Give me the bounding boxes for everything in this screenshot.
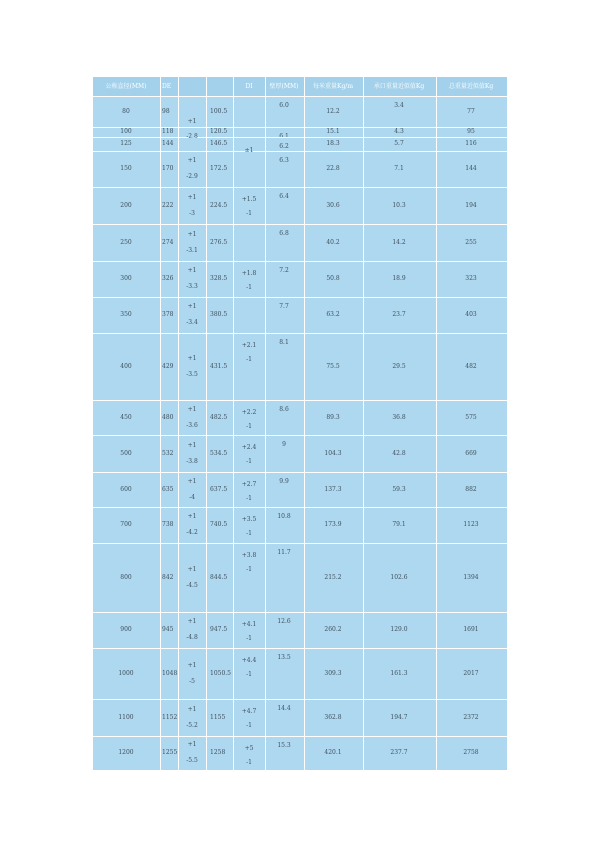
cell-nominal: 500 [120,450,132,457]
cell-di-tol-merged: ±1 [244,147,254,154]
cell-wall: 9.9 [279,478,289,485]
cell-di: 947.5 [210,626,228,633]
cell-wall: 7.7 [279,303,289,310]
cell-di-tol-minus: -1 [246,210,252,217]
column-divider [160,77,161,770]
cell-weight-per-meter: 40.2 [326,239,340,246]
cell-di-tol-minus: -1 [246,566,252,573]
header-wall-thickness: 壁厚(MM) [269,83,299,90]
cell-di: 328.5 [210,275,228,282]
cell-di-tol-plus: +5 [244,745,254,752]
cell-de-tol-minus: -3.1 [186,247,198,254]
cell-de-tol-minus: -4.8 [186,634,198,641]
cell-wall: 6.3 [279,157,289,164]
cell-di: 1258 [210,749,226,756]
cell-de-tol-minus: -4 [189,494,195,501]
cell-wall: 13.5 [277,654,291,661]
cell-total-weight: 194 [465,202,477,209]
row-divider [93,770,507,771]
cell-de-tol-plus: +1 [187,194,197,201]
cell-de-tol-plus: +1 [187,478,197,485]
cell-de-tol-plus: +1 [187,406,197,413]
cell-weight-per-meter: 22.8 [326,165,340,172]
cell-di-tol-minus: -1 [246,635,252,642]
cell-di-tol-plus: +1.5 [241,196,257,203]
cell-di-tol-plus: +2.2 [241,409,257,416]
cell-total-weight: 144 [465,165,477,172]
cell-nominal: 300 [120,275,132,282]
row-divider [93,151,507,152]
cell-de: 326 [162,275,174,282]
cell-de-tol-minus: -3.3 [186,283,198,290]
cell-total-weight: 116 [465,140,477,147]
cell-de-tol-minus: -4.5 [186,582,198,589]
cell-wall: 10.8 [277,513,291,520]
cell-wall: 6.8 [279,230,289,237]
cell-weight-per-meter: 173.9 [324,521,342,528]
cell-wall: 8.6 [279,406,289,413]
cell-de-tol-plus: +1 [187,513,197,520]
cell-de-tol-minus: -3.5 [186,371,198,378]
cell-di-tol-plus: +4.4 [241,657,257,664]
cell-de-tol-minus: -4.2 [186,529,198,536]
cell-socket-weight: 7.1 [394,165,404,172]
row-divider [93,648,507,649]
column-divider [206,77,207,770]
cell-total-weight: 2372 [463,714,479,721]
cell-weight-per-meter: 420.1 [324,749,342,756]
cell-wall: 7.2 [279,267,289,274]
cell-nominal: 600 [120,486,132,493]
cell-de-tol-plus: +1 [187,231,197,238]
cell-di-tol-minus: -1 [246,284,252,291]
cell-di-tol-minus: -1 [246,530,252,537]
cell-socket-weight: 3.4 [394,102,404,109]
cell-socket-weight: 5.7 [394,140,404,147]
row-divider [93,736,507,737]
cell-de-tol-plus: +1 [187,355,197,362]
cell-di-tol-plus: +1.8 [241,270,257,277]
cell-wall: 12.6 [277,618,291,625]
cell-weight-per-meter: 12.2 [326,108,340,115]
cell-weight-per-meter: 15.1 [326,128,340,135]
header-de: DE [162,83,172,90]
cell-de-tol-plus: +1 [187,566,197,573]
cell-de: 945 [162,626,174,633]
cell-de: 1152 [162,714,178,721]
cell-di: 1050.5 [210,670,231,677]
cell-de: 118 [162,128,174,135]
cell-di-tol-plus: +3.8 [241,552,257,559]
cell-de: 170 [162,165,174,172]
cell-total-weight: 882 [465,486,477,493]
row-divider [93,96,507,97]
cell-di-tol-minus: -1 [246,423,252,430]
cell-de-tol-minus: -5.2 [186,722,198,729]
cell-di-tol-minus: -1 [246,759,252,766]
cell-nominal: 80 [122,108,130,115]
row-divider [93,699,507,700]
cell-di: 146.5 [210,140,228,147]
row-divider [93,612,507,613]
cell-socket-weight: 18.9 [392,275,406,282]
cell-wall: 6.0 [279,102,289,109]
cell-de: 1255 [162,749,178,756]
cell-nominal: 1000 [118,670,134,677]
cell-de-tol-minus: -3.4 [186,319,198,326]
cell-socket-weight: 42.8 [392,450,406,457]
cell-weight-per-meter: 362.8 [324,714,342,721]
cell-de: 378 [162,311,174,318]
cell-di-tol-plus: +2.7 [241,481,257,488]
column-divider [436,77,437,770]
cell-socket-weight: 79.1 [392,521,406,528]
cell-nominal: 250 [120,239,132,246]
cell-weight-per-meter: 63.2 [326,311,340,318]
column-divider [233,77,234,770]
cell-di: 224.5 [210,202,228,209]
cell-di: 100.5 [210,108,228,115]
cell-total-weight: 95 [467,128,475,135]
cell-di: 431.5 [210,363,228,370]
cell-weight-per-meter: 89.3 [326,414,340,421]
cell-di: 740.5 [210,521,228,528]
cell-total-weight: 255 [465,239,477,246]
cell-socket-weight: 14.2 [392,239,406,246]
cell-nominal: 450 [120,414,132,421]
cell-total-weight: 575 [465,414,477,421]
cell-wall: 11.7 [277,549,291,556]
column-divider [363,77,364,770]
cell-weight-per-meter: 75.5 [326,363,340,370]
cell-di: 276.5 [210,239,228,246]
cell-nominal: 900 [120,626,132,633]
cell-weight-per-meter: 309.3 [324,670,342,677]
cell-de: 738 [162,521,174,528]
cell-de-tol-merged-minus: -2.8 [186,133,198,140]
cell-de: 98 [162,108,170,115]
cell-weight-per-meter: 260.2 [324,626,342,633]
cell-de-tol-plus: +1 [187,618,197,625]
cell-de-tol-plus: +1 [187,267,197,274]
cell-de-tol-plus: +1 [187,706,197,713]
cell-nominal: 350 [120,311,132,318]
cell-total-weight: 1394 [463,574,479,581]
header-nominal-diameter: 公称直径(MM) [105,83,147,90]
cell-di-tol-minus: -1 [246,356,252,363]
cell-nominal: 400 [120,363,132,370]
cell-de: 274 [162,239,174,246]
cell-de-tol-minus: -2.9 [186,173,198,180]
cell-nominal: 100 [120,128,132,135]
cell-weight-per-meter: 104.3 [324,450,342,457]
cell-di: 120.5 [210,128,228,135]
cell-socket-weight: 237.7 [390,749,408,756]
cell-nominal: 800 [120,574,132,581]
cell-de-tol-plus: +1 [187,157,197,164]
cell-socket-weight: 29.5 [392,363,406,370]
cell-di-tol-minus: -1 [246,495,252,502]
cell-total-weight: 482 [465,363,477,370]
row-divider [93,400,507,401]
header-weight-per-meter: 每米重量Kg/m [312,83,354,90]
cell-di: 1155 [210,714,226,721]
cell-nominal: 125 [120,140,132,147]
cell-total-weight: 2758 [463,749,479,756]
column-divider [304,77,305,770]
cell-weight-per-meter: 137.3 [324,486,342,493]
cell-socket-weight: 10.3 [392,202,406,209]
table-header-row [93,77,507,96]
row-divider [93,261,507,262]
cell-de: 222 [162,202,174,209]
row-divider [93,472,507,473]
cell-di: 172.5 [210,165,228,172]
cell-de-tol-minus: -5 [189,678,195,685]
cell-socket-weight: 23.7 [392,311,406,318]
cell-total-weight: 323 [465,275,477,282]
cell-di-tol-plus: +4.7 [241,708,257,715]
row-divider [93,435,507,436]
cell-de-tol-minus: -3 [189,210,195,217]
cell-wall: 9 [282,441,286,448]
cell-di: 482.5 [210,414,228,421]
cell-weight-per-meter: 30.6 [326,202,340,209]
cell-di-tol-minus: -1 [246,671,252,678]
cell-wall: 6.2 [279,143,289,150]
cell-di-tol-plus: +4.1 [241,621,257,628]
cell-socket-weight: 4.3 [394,128,404,135]
cell-de-tol-plus: +1 [187,442,197,449]
cell-de: 635 [162,486,174,493]
cell-de-tol-plus: +1 [187,741,197,748]
header-socket-weight: 承口重量近似值Kg [373,83,425,90]
cell-de-tol-minus: -5.5 [186,757,198,764]
cell-de: 429 [162,363,174,370]
cell-de: 480 [162,414,174,421]
cell-de: 842 [162,574,174,581]
cell-wall: 6.4 [279,193,289,200]
row-divider [93,187,507,188]
cell-socket-weight: 194.7 [390,714,408,721]
cell-total-weight: 77 [467,108,475,115]
cell-di-tol-minus: -1 [246,458,252,465]
column-divider [265,77,266,770]
cell-nominal: 150 [120,165,132,172]
cell-socket-weight: 36.8 [392,414,406,421]
cell-di-tol-plus: +3.5 [241,516,257,523]
cell-nominal: 700 [120,521,132,528]
row-divider [93,543,507,544]
cell-socket-weight: 59.3 [392,486,406,493]
cell-de-tol-merged-plus: +1 [187,118,197,125]
row-divider [93,297,507,298]
cell-di: 380.5 [210,311,228,318]
cell-socket-weight: 129.0 [390,626,408,633]
header-total-weight: 总重量近似值Kg [448,83,494,90]
row-divider [93,137,507,138]
cell-di: 534.5 [210,450,228,457]
cell-di: 844.5 [210,574,228,581]
cell-di-tol-minus: -1 [246,722,252,729]
cell-de: 532 [162,450,174,457]
cell-total-weight: 669 [465,450,477,457]
row-divider [93,127,507,128]
cell-total-weight: 2017 [463,670,479,677]
cell-total-weight: 1691 [463,626,479,633]
cell-de-tol-minus: -3.6 [186,422,198,429]
row-divider [93,333,507,334]
cell-weight-per-meter: 18.3 [326,140,340,147]
cell-weight-per-meter: 50.8 [326,275,340,282]
cell-socket-weight: 102.6 [390,574,408,581]
header-di: DI [245,83,253,90]
cell-di-tol-plus: +2.4 [241,444,257,451]
cell-wall: 14.4 [277,705,291,712]
row-divider [93,224,507,225]
pipe-spec-table [93,77,507,770]
cell-di-tol-plus: +2.1 [241,342,257,349]
cell-total-weight: 1123 [463,521,479,528]
cell-de: 1048 [162,670,178,677]
row-divider [93,507,507,508]
cell-de-tol-minus: -3.8 [186,458,198,465]
cell-wall: 8.1 [279,339,289,346]
cell-nominal: 1100 [118,714,134,721]
cell-weight-per-meter: 215.2 [324,574,342,581]
column-divider [178,77,179,770]
cell-de-tol-plus: +1 [187,662,197,669]
cell-nominal: 1200 [118,749,134,756]
cell-socket-weight: 161.3 [390,670,408,677]
cell-wall: 15.3 [277,742,291,749]
cell-de-tol-plus: +1 [187,303,197,310]
cell-nominal: 200 [120,202,132,209]
cell-de: 144 [162,140,174,147]
cell-di: 637.5 [210,486,228,493]
cell-total-weight: 403 [465,311,477,318]
